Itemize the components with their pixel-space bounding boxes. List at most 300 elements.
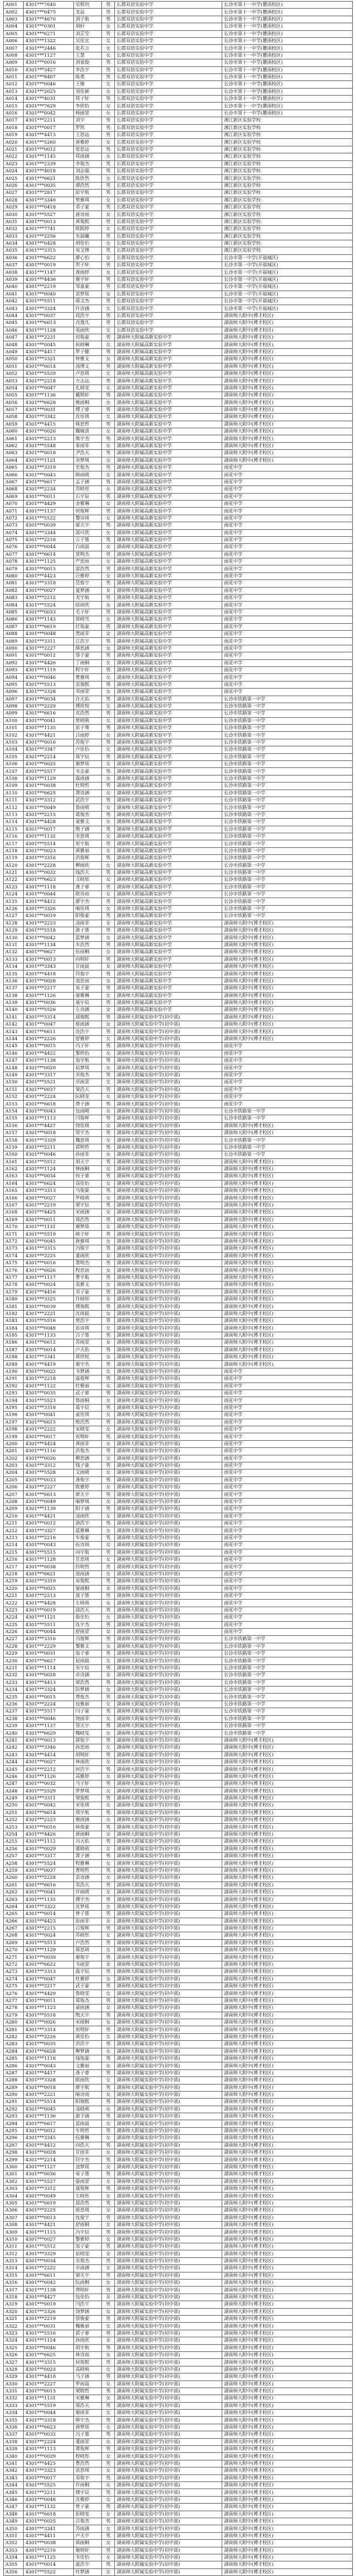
name-cell: 刘芷莹 xyxy=(73,30,101,37)
seq-cell: A090 xyxy=(4,645,24,652)
table-row xyxy=(4,630,353,637)
to-school-cell: 湖南师大附中(博才校区) xyxy=(222,370,353,377)
sex-cell: 女 xyxy=(101,2467,114,2474)
from-school-cell: 湖南师大附属实验中学(初中部) xyxy=(115,1433,222,1440)
from-school-cell: 湖南师大附属高新实验中学 xyxy=(115,500,222,507)
seq-cell: A185 xyxy=(4,1332,24,1339)
id-cell: 4301***0019 xyxy=(24,1607,74,1614)
sex-cell: 男 xyxy=(101,1664,114,1671)
sex-cell: 男 xyxy=(101,1448,114,1455)
to-school-cell: 湖南师大附中(博才校区) xyxy=(222,2280,353,2287)
table-row xyxy=(4,1491,353,1498)
sex-cell: 男 xyxy=(101,1766,114,1773)
table-row xyxy=(4,1968,353,1975)
id-cell: 4301***0046 xyxy=(24,2344,74,2351)
id-cell: 4301***3324 xyxy=(24,305,74,312)
sex-cell: 男 xyxy=(101,262,114,269)
from-school-cell: 湖南师大附属实验中学(初中部) xyxy=(115,1238,222,1245)
table-row xyxy=(4,334,353,341)
id-cell: 4301***0024 xyxy=(24,1932,74,1939)
seq-cell: A183 xyxy=(4,1318,24,1325)
name-cell: 黄佳怡 xyxy=(73,2033,101,2040)
table-row xyxy=(4,515,353,522)
id-cell: 4301***3345 xyxy=(24,2135,74,2142)
id-cell: 4301***0016 xyxy=(24,59,74,66)
to-school-cell: 湖南师大附中(博才校区) xyxy=(222,2323,353,2330)
name-cell: 何子睿 xyxy=(73,1173,101,1180)
table-row xyxy=(4,2229,353,2236)
seq-cell: A235 xyxy=(4,1694,24,1701)
table-row xyxy=(4,2301,353,2308)
seq-cell: A231 xyxy=(4,1664,24,1671)
id-cell: 4301***2216 xyxy=(24,536,74,543)
id-cell: 4301***0023 xyxy=(24,2366,74,2373)
to-school-cell: 雨花中学 xyxy=(222,1426,353,1433)
id-cell: 4301***6621 xyxy=(24,1570,74,1577)
from-school-cell: 湖南师大附属高新实验中学 xyxy=(115,949,222,956)
from-school-cell: 长郡双语实验中学 xyxy=(115,103,222,110)
table-row xyxy=(4,414,353,421)
seq-cell: A070 xyxy=(4,500,24,507)
table-row xyxy=(4,1918,353,1925)
from-school-cell: 湖南师大附属实验中学(初中部) xyxy=(115,1650,222,1657)
id-cell: 4301***2229 xyxy=(24,703,74,710)
id-cell: 4301***4426 xyxy=(24,659,74,666)
to-school-cell: 雨花中学 xyxy=(222,1050,353,1057)
from-school-cell: 湖南师大附属实验中学(初中部) xyxy=(115,1151,222,1158)
id-cell: 4301***0042 xyxy=(24,934,74,941)
seq-cell: A309 xyxy=(4,2229,24,2236)
seq-cell: A242 xyxy=(4,1744,24,1751)
sex-cell: 女 xyxy=(101,356,114,363)
id-cell: 4301***3313 xyxy=(24,1968,74,1975)
id-cell: 4301***1113 xyxy=(24,1115,74,1122)
sex-cell: 女 xyxy=(101,1657,114,1664)
sex-cell: 女 xyxy=(101,1730,114,1737)
sex-cell: 男 xyxy=(101,797,114,804)
to-school-cell: 湖南师大附中(博才校区) xyxy=(222,2504,353,2511)
id-cell: 4301***6628 xyxy=(24,399,74,406)
name-cell: 温宇辰 xyxy=(73,1968,101,1975)
table-row xyxy=(4,1180,353,1187)
table-row xyxy=(4,269,353,276)
id-cell: 4301***2223 xyxy=(24,1817,74,1824)
to-school-cell: 湖南师大附中(博才校区) xyxy=(222,2287,353,2294)
sex-cell: 男 xyxy=(101,1491,114,1498)
to-school-cell: 雨花中学 xyxy=(222,1390,353,1397)
from-school-cell: 湖南师大附属实验中学(初中部) xyxy=(115,2250,222,2257)
table-row xyxy=(4,1751,353,1758)
to-school-cell: 湖南师大附中(博才校区) xyxy=(222,2395,353,2402)
table-row xyxy=(4,1744,353,1751)
seq-cell: A037 xyxy=(4,262,24,269)
from-school-cell: 湖南师大附属高新实验中学 xyxy=(115,544,222,551)
table-row xyxy=(4,1911,353,1918)
table-row xyxy=(4,949,353,956)
seq-cell: A189 xyxy=(4,1361,24,1368)
table-row xyxy=(4,2033,353,2040)
seq-cell: A282 xyxy=(4,2033,24,2040)
name-cell: 符俊宇 xyxy=(73,970,101,977)
sex-cell: 女 xyxy=(101,1007,114,1014)
sex-cell: 女 xyxy=(101,717,114,724)
sex-cell: 男 xyxy=(101,1404,114,1411)
sex-cell: 男 xyxy=(101,1911,114,1918)
to-school-cell: 湘江新区实验学校 xyxy=(222,167,353,174)
from-school-cell: 湖南师大附属实验中学(初中部) xyxy=(115,1867,222,1874)
from-school-cell: 湖南师大附属实验中学(初中部) xyxy=(115,2200,222,2207)
seq-cell: A031 xyxy=(4,218,24,225)
to-school-cell: 湖南师大附中(博才校区) xyxy=(222,392,353,399)
table-row xyxy=(4,2504,353,2511)
from-school-cell: 湖南师大附属高新实验中学 xyxy=(115,710,222,717)
from-school-cell: 湖南师大附属高新实验中学 xyxy=(115,717,222,724)
name-cell: 洪俊杰 xyxy=(73,1448,101,1455)
table-row xyxy=(4,580,353,587)
sex-cell: 女 xyxy=(101,1093,114,1100)
sex-cell: 女 xyxy=(101,1556,114,1563)
name-cell: 唐梦瑶 xyxy=(73,2424,101,2431)
seq-cell: A164 xyxy=(4,1180,24,1187)
seq-cell: A093 xyxy=(4,666,24,673)
to-school-cell: 雨花中学 xyxy=(222,1600,353,1607)
name-cell: 郑宇航 xyxy=(73,1809,101,1816)
name-cell: 谢宇轩 xyxy=(73,276,101,283)
table-row xyxy=(4,529,353,536)
name-cell: 王思远 xyxy=(73,132,101,139)
sex-cell: 女 xyxy=(101,1817,114,1824)
from-school-cell: 长郡双语实验中学 xyxy=(115,9,222,16)
seq-cell: A246 xyxy=(4,1773,24,1780)
to-school-cell: 湖南师大附中(博才校区) xyxy=(222,2474,353,2481)
sex-cell: 女 xyxy=(101,103,114,110)
from-school-cell: 湖南师大附属实验中学(初中部) xyxy=(115,1448,222,1455)
to-school-cell: 湖南师大附中(博才校区) xyxy=(222,2373,353,2381)
from-school-cell: 湖南师大附属高新实验中学 xyxy=(115,508,222,515)
seq-cell: A311 xyxy=(4,2243,24,2250)
id-cell: 4301***0044 xyxy=(24,2410,74,2417)
table-row xyxy=(4,992,353,999)
from-school-cell: 湖南师大附属实验中学(初中部) xyxy=(115,2077,222,2084)
seq-cell: A327 xyxy=(4,2359,24,2366)
table-row xyxy=(4,348,353,355)
to-school-cell: 湖南师大附中(博才校区) xyxy=(222,1245,353,1252)
to-school-cell: 雨花中学 xyxy=(222,515,353,522)
seq-cell: A307 xyxy=(4,2214,24,2221)
table-row xyxy=(4,616,353,623)
seq-cell: A326 xyxy=(4,2351,24,2358)
id-cell: 4301***0043 xyxy=(24,471,74,478)
sex-cell: 男 xyxy=(101,1882,114,1889)
table-row xyxy=(4,204,353,211)
seq-cell: A023 xyxy=(4,160,24,167)
from-school-cell: 湖南师大附属高新实验中学 xyxy=(115,363,222,370)
to-school-cell: 雨花中学 xyxy=(222,536,353,543)
name-cell: 聂子墨 xyxy=(73,1592,101,1599)
table-row xyxy=(4,1954,353,1961)
seq-cell: A028 xyxy=(4,197,24,204)
to-school-cell: 湖南师大附中(博才校区) xyxy=(222,2337,353,2344)
name-cell: 彭子骞 xyxy=(73,725,101,732)
from-school-cell: 湖南师大附属实验中学(初中部) xyxy=(115,1224,222,1231)
name-cell: 彭诗琪 xyxy=(73,1325,101,1332)
sex-cell: 男 xyxy=(101,2012,114,2019)
name-cell: 何晓琳 xyxy=(73,341,101,348)
table-row xyxy=(4,544,353,551)
table-row xyxy=(4,1064,353,1071)
seq-cell: A073 xyxy=(4,522,24,529)
name-cell: 曹明哲 xyxy=(73,1867,101,1874)
sex-cell: 女 xyxy=(101,2048,114,2055)
from-school-cell: 湖南师大附属实验中学(初中部) xyxy=(115,1144,222,1151)
name-cell: 龙宇航 xyxy=(73,595,101,602)
id-cell: 4301***2216 xyxy=(24,2547,74,2554)
seq-cell: A260 xyxy=(4,1874,24,1882)
id-cell: 4301***4031 xyxy=(24,96,74,103)
sex-cell: 女 xyxy=(101,471,114,478)
sex-cell: 男 xyxy=(101,1563,114,1570)
from-school-cell: 湖南师大附属实验中学(初中部) xyxy=(115,2547,222,2554)
to-school-cell: 湖南师大附中(博才校区) xyxy=(222,442,353,449)
id-cell: 4301***2211 xyxy=(24,117,74,124)
from-school-cell: 湖南师大附属实验中学(初中部) xyxy=(115,1556,222,1563)
from-school-cell: 湖南师大附属实验中学(初中部) xyxy=(115,2424,222,2431)
table-row xyxy=(4,1028,353,1035)
sex-cell: 男 xyxy=(101,609,114,616)
id-cell: 4301***3317 xyxy=(24,1853,74,1860)
id-cell: 4301***0042 xyxy=(24,1802,74,1809)
table-row xyxy=(4,153,353,160)
from-school-cell: 湖南师大附属高新实验中学 xyxy=(115,898,222,905)
sex-cell: 男 xyxy=(101,1520,114,1527)
sex-cell: 女 xyxy=(101,602,114,609)
to-school-cell: 雨花中学 xyxy=(222,1578,353,1585)
to-school-cell: 雨花中学 xyxy=(222,486,353,493)
to-school-cell: 雨花中学 xyxy=(222,674,353,681)
sex-cell: 男 xyxy=(101,768,114,775)
name-cell: 曾子豪 xyxy=(73,2504,101,2511)
table-row xyxy=(4,1983,353,1990)
seq-cell: A217 xyxy=(4,1563,24,1570)
id-cell: 4301***2217 xyxy=(24,985,74,992)
seq-cell: A151 xyxy=(4,1086,24,1093)
name-cell: 苏晓彤 xyxy=(73,486,101,493)
name-cell: 贾雨菲 xyxy=(73,630,101,637)
to-school-cell: 湖南师大附中(博才校区) xyxy=(222,1903,353,1910)
from-school-cell: 湖南师大附属实验中学(初中部) xyxy=(115,1274,222,1281)
from-school-cell: 湖南师大附属高新实验中学 xyxy=(115,783,222,790)
id-cell: 4301***4670 xyxy=(24,16,74,23)
from-school-cell: 湖南师大附属实验中学(初中部) xyxy=(115,1404,222,1411)
sex-cell: 女 xyxy=(101,515,114,522)
sex-cell: 男 xyxy=(101,1896,114,1903)
name-cell: 何俊熙 xyxy=(73,2359,101,2366)
from-school-cell: 长郡双语实验中学 xyxy=(115,73,222,80)
to-school-cell: 湖南师大附中(博才校区) xyxy=(222,2127,353,2134)
id-cell: 4301***0026 xyxy=(24,2019,74,2026)
name-cell: 胡轩 xyxy=(73,23,101,30)
table-row xyxy=(4,81,353,88)
table-row xyxy=(4,2156,353,2163)
sex-cell: 男 xyxy=(101,1014,114,1021)
table-row xyxy=(4,920,353,927)
table-row xyxy=(4,1578,353,1585)
to-school-cell: 湖南师大附中(博才校区) xyxy=(222,2149,353,2156)
seq-cell: A275 xyxy=(4,1983,24,1990)
to-school-cell: 湖南师大附中(博才校区) xyxy=(222,2185,353,2192)
to-school-cell: 雨花中学 xyxy=(222,1419,353,1426)
name-cell: 苏俊宇 xyxy=(73,739,101,746)
to-school-cell: 湖南师大附中(博才校区) xyxy=(222,2525,353,2532)
seq-cell: A158 xyxy=(4,1137,24,1144)
to-school-cell: 雨花中学 xyxy=(222,1476,353,1483)
to-school-cell: 长沙市铁路第一中学 xyxy=(222,696,353,703)
id-cell: 4301***2222 xyxy=(24,2265,74,2272)
table-row xyxy=(4,1650,353,1657)
name-cell: 彭雨菲 xyxy=(73,1918,101,1925)
name-cell: 游浩宇 xyxy=(73,1520,101,1527)
seq-cell: A141 xyxy=(4,1014,24,1021)
table-row xyxy=(4,869,353,876)
seq-cell: A114 xyxy=(4,819,24,826)
sex-cell: 女 xyxy=(101,1672,114,1679)
id-cell: 4301***1112 xyxy=(24,1838,74,1845)
seq-cell: A184 xyxy=(4,1325,24,1332)
to-school-cell: 长沙市第十一中学(麓南校区) xyxy=(222,9,353,16)
seq-cell: A197 xyxy=(4,1419,24,1426)
table-row xyxy=(4,1137,353,1144)
name-cell: 陈欣然 xyxy=(73,175,101,182)
table-row xyxy=(4,218,353,225)
table-row xyxy=(4,370,353,377)
from-school-cell: 长郡双语实验中学 xyxy=(115,124,222,131)
seq-cell: A086 xyxy=(4,616,24,623)
table-row xyxy=(4,327,353,334)
seq-cell: A082 xyxy=(4,587,24,594)
from-school-cell: 湖南师大附属实验中学(初中部) xyxy=(115,2019,222,2026)
id-cell: 4301***0036 xyxy=(24,2171,74,2178)
from-school-cell: 湖南师大附属实验中学(初中部) xyxy=(115,1513,222,1520)
from-school-cell: 湖南师大附属实验中学(初中部) xyxy=(115,1043,222,1050)
from-school-cell: 湖南师大附属高新实验中学 xyxy=(115,753,222,760)
to-school-cell: 湖南师大附中(博才校区) xyxy=(222,1318,353,1325)
seq-cell: A104 xyxy=(4,746,24,753)
seq-cell: A224 xyxy=(4,1614,24,1621)
seq-cell: A118 xyxy=(4,847,24,854)
name-cell: 柳雨欣 xyxy=(73,862,101,869)
table-row xyxy=(4,1570,353,1577)
to-school-cell: 雨花中学 xyxy=(222,1412,353,1419)
id-cell: 4301***0014 xyxy=(24,363,74,370)
seq-cell: A130 xyxy=(4,934,24,941)
table-row xyxy=(4,1086,353,1093)
id-cell: 4301***1145 xyxy=(24,153,74,160)
to-school-cell: 湖南师大附中(博才校区) xyxy=(222,1925,353,1932)
to-school-cell: 湖南师大附中(博才校区) xyxy=(222,2019,353,2026)
table-row xyxy=(4,1216,353,1223)
sex-cell: 女 xyxy=(101,175,114,182)
name-cell: 连俊宇 xyxy=(73,2214,101,2221)
from-school-cell: 长郡双语实验中学 xyxy=(115,2,222,9)
table-row xyxy=(4,1310,353,1317)
id-cell: 4301***1133 xyxy=(24,1332,74,1339)
name-cell: 甘思琪 xyxy=(73,1556,101,1563)
id-cell: 4301***0016 xyxy=(24,1259,74,1266)
seq-cell: A149 xyxy=(4,1071,24,1078)
to-school-cell: 湖南师大附中(博才校区) xyxy=(222,963,353,970)
sex-cell: 男 xyxy=(101,2532,114,2539)
to-school-cell: 湖南师大附中(博才校区) xyxy=(222,2178,353,2185)
name-cell: 萧子涵 xyxy=(73,1853,101,1860)
name-cell: 符明哲 xyxy=(73,1563,101,1570)
seq-cell: A207 xyxy=(4,1491,24,1498)
id-cell: 4301***0017 xyxy=(24,124,74,131)
to-school-cell: 湖南师大附中(博才校区) xyxy=(222,1028,353,1035)
id-cell: 4301***5518 xyxy=(24,2012,74,2019)
table-row xyxy=(4,2041,353,2048)
table-row xyxy=(4,2287,353,2294)
id-cell: 4301***0045 xyxy=(24,1238,74,1245)
from-school-cell: 湖南师大附属高新实验中学 xyxy=(115,1007,222,1014)
sex-cell: 男 xyxy=(101,348,114,355)
seq-cell: A174 xyxy=(4,1252,24,1259)
id-cell: 4301***3342 xyxy=(24,414,74,421)
to-school-cell: 长沙市铁路第一中学 xyxy=(222,783,353,790)
table-row xyxy=(4,103,353,110)
seq-cell: A056 xyxy=(4,399,24,406)
name-cell: 严思雨 xyxy=(73,558,101,565)
name-cell: 林诗雨 xyxy=(73,2351,101,2358)
table-row xyxy=(4,999,353,1006)
from-school-cell: 湖南师大附属高新实验中学 xyxy=(115,565,222,572)
seq-cell: A356 xyxy=(4,2568,24,2575)
to-school-cell: 湖南师大附中(博才校区) xyxy=(222,2062,353,2069)
name-cell: 吕子墨 xyxy=(73,1332,101,1339)
sex-cell: 男 xyxy=(101,1216,114,1223)
name-cell: 傅宇杰 xyxy=(73,1896,101,1903)
to-school-cell: 湖南师大附中(博才校区) xyxy=(222,377,353,385)
from-school-cell: 湖南师大附属实验中学(初中部) xyxy=(115,2193,222,2200)
id-cell: 4301***3341 xyxy=(24,1354,74,1361)
seq-cell: A030 xyxy=(4,211,24,218)
to-school-cell: 湘江新区实验学校 xyxy=(222,240,353,247)
sex-cell: 男 xyxy=(101,1809,114,1816)
id-cell: 4301***0029 xyxy=(24,2453,74,2460)
sex-cell: 女 xyxy=(101,1412,114,1419)
table-row xyxy=(4,1021,353,1028)
seq-cell: A106 xyxy=(4,761,24,768)
to-school-cell: 雨花中学 xyxy=(222,1455,353,1462)
table-row xyxy=(4,977,353,984)
to-school-cell: 湘江新区实验学校 xyxy=(222,204,353,211)
to-school-cell: 长沙市铁路第一中学 xyxy=(222,819,353,826)
seq-cell: A355 xyxy=(4,2561,24,2568)
name-cell: 金雅琳 xyxy=(73,500,101,507)
sex-cell: 女 xyxy=(101,977,114,984)
seq-cell: A116 xyxy=(4,833,24,840)
name-cell: 舒雨萱 xyxy=(73,1628,101,1635)
from-school-cell: 湖南师大附属高新实验中学 xyxy=(115,681,222,688)
from-school-cell: 湖南师大附属实验中学(初中部) xyxy=(115,1491,222,1498)
from-school-cell: 湖南师大附属实验中学(初中部) xyxy=(115,2207,222,2214)
table-row xyxy=(4,1050,353,1057)
seq-cell: A147 xyxy=(4,1057,24,1064)
seq-cell: A347 xyxy=(4,2504,24,2511)
from-school-cell: 湖南师大附属实验中学(初中部) xyxy=(115,1585,222,1592)
to-school-cell: 湖南师大附中(博才校区) xyxy=(222,435,353,442)
from-school-cell: 湖南师大附属实验中学(初中部) xyxy=(115,1469,222,1476)
seq-cell: A048 xyxy=(4,341,24,348)
